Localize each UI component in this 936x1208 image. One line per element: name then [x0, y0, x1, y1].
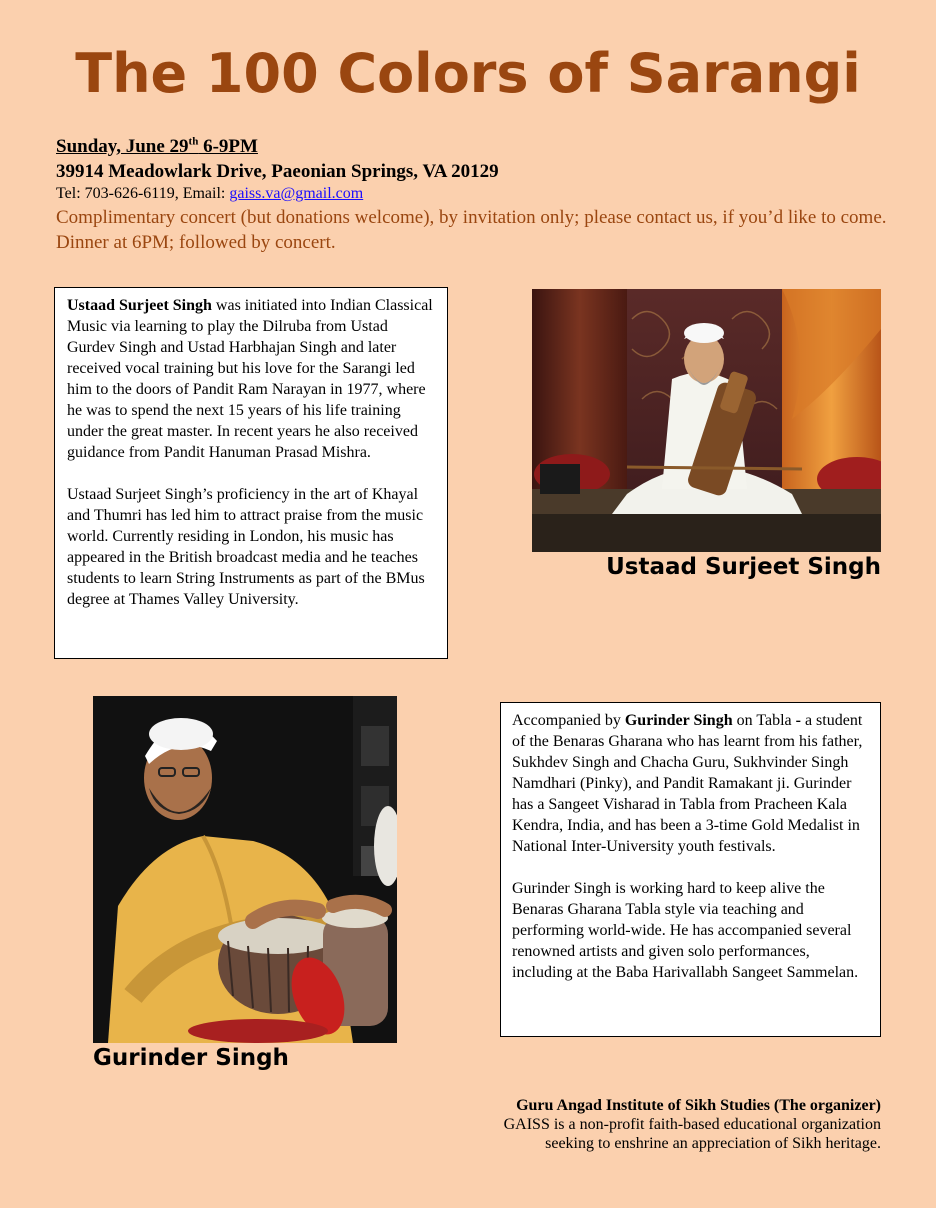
- bio1-p1-text: was initiated into Indian Classical Music via learning to play the Dilruba from Ustad Gurdev Singh and Ustad Harbhajan Singh and later received vocal training but his love for the Sarangi led him to the doors of Pandit Ram Narayan in 1977, where he was to spend the next 15 years of his life training under the great master. In recent years he also received guidance from Pandit Hanuman Prasad Mishra.: [67, 297, 433, 461]
- bio2-p1-text: a student of the Benaras Gharana who has learnt from his father, Sukhdev Singh and Chacha Guru, Sukhvinder Singh Namdhari (Pinky), and Pandit Ramakant ji. Gurinder has a Sangeet Visharad in Tabla from Pracheen Kala Kendra, India, and has been a 3-time Gold Medalist in National Inter-University youth festivals.: [512, 712, 863, 855]
- event-time: 6-9PM: [198, 136, 258, 157]
- photo-gurinder-singh: [93, 696, 397, 1043]
- event-date-ordinal: th: [188, 135, 199, 148]
- event-details: [56, 134, 896, 255]
- bio1-paragraph-2: Ustaad Surjeet Singh’s proficiency in the art of Khayal and Thumri has led him to attract praise from the music world. Currently residing in London, his music has appeared in the British broadcast media and he teaches students to learn String Instruments as part of the BMus degree at Thames Valley University.: [67, 486, 425, 608]
- event-note: Complimentary concert (but donations welcome), by invitation only; please contact us, if you’d like to come. Dinner at 6PM; followed by concert.: [56, 207, 887, 253]
- event-date: [56, 134, 258, 160]
- bio2-name: Gurinder Singh: [624, 712, 733, 729]
- organizer-description-2: seeking to enshrine an appreciation of Sikh heritage.: [545, 1135, 881, 1152]
- photo-surjeet-singh: [532, 289, 881, 552]
- event-date-day: Sunday, June 29: [56, 136, 189, 157]
- bio-surjeet-singh: [54, 287, 448, 659]
- bio-gurinder-singh: [500, 702, 881, 1037]
- organizer-description-1: GAISS is a non-profit faith-based educational organization: [503, 1116, 881, 1133]
- bio2-p1-prefix: Accompanied by: [512, 712, 625, 729]
- bio2-p1-mid: on Tabla: [732, 712, 796, 729]
- bio2-dash: -: [795, 712, 801, 729]
- event-contact: [56, 184, 896, 203]
- organizer-footer: [281, 1096, 881, 1153]
- caption-surjeet-singh: Ustaad Surjeet Singh: [606, 554, 881, 580]
- email-link[interactable]: gaiss.va@gmail.com: [229, 185, 364, 202]
- bio1-name: Ustaad Surjeet Singh: [67, 297, 212, 314]
- contact-phone: Tel: 703-626-6119, Email:: [56, 185, 230, 202]
- bio1-paragraph-1: [67, 295, 435, 463]
- bio2-paragraph-2: Gurinder Singh is working hard to keep alive the Benaras Gharana Tabla style via teaching and performing world-wide. He has accompanied several renowned artists and given solo performances, including at the Baba Harivallabh Sangeet Sammelan.: [512, 880, 859, 981]
- event-address: 39914 Meadowlark Drive, Paeonian Springs, VA 20129: [56, 161, 499, 182]
- organizer-name: Guru Angad Institute of Sikh Studies (The organizer): [516, 1097, 881, 1114]
- page-title: The 100 Colors of Sarangi: [75, 42, 861, 105]
- bio2-paragraph-1: [512, 710, 869, 857]
- caption-gurinder-singh: Gurinder Singh: [93, 1045, 289, 1071]
